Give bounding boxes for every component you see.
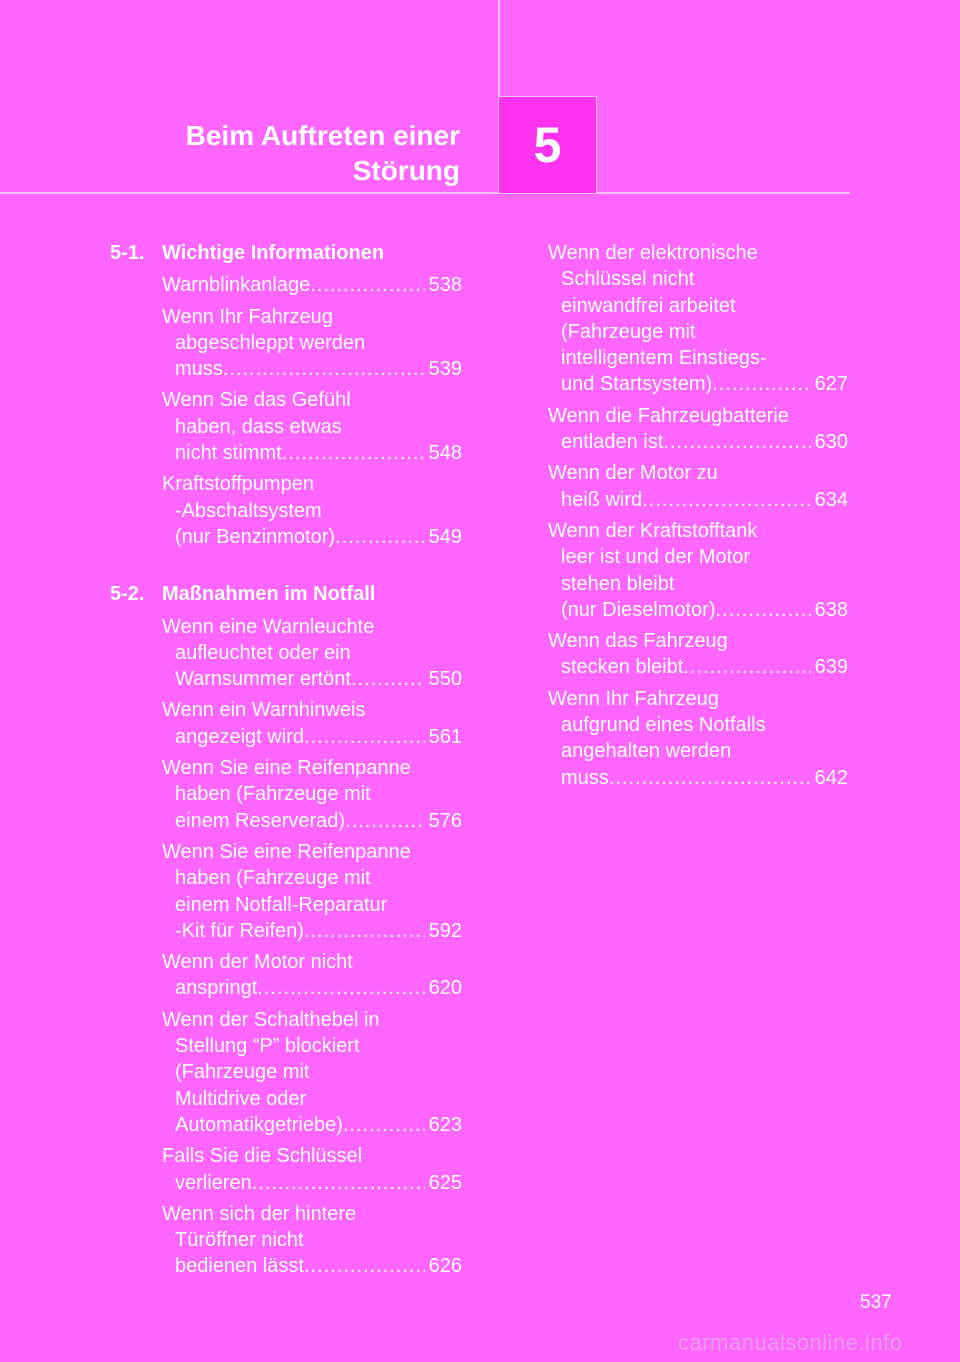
toc-entry-text: Wenn der Motor zu [548,462,718,485]
toc-entry-text: Wenn das Fahrzeug [548,630,728,653]
dot-leader [609,765,811,791]
toc-page-number: 549 [428,525,462,548]
toc-entry-text: Warnblinkanlage [162,274,311,297]
toc-entry[interactable] [162,949,462,1002]
dot-leader [683,654,810,680]
section-title: Wichtige Informationen [162,242,385,264]
toc-entry-text: Wenn der Kraftstofftank [548,519,758,542]
toc-entry-text: Wenn Sie eine Reifenpanne [162,840,411,863]
toc-entry-last-line [548,765,848,791]
toc-entry-text: entladen ist [561,431,664,454]
toc-entry-text: Stellung “P” blockiert [175,1035,360,1058]
watermark: carmanualsonline.info [678,1330,903,1355]
toc-entry-text: angezeigt wird [175,725,304,748]
toc-column-right [548,240,848,796]
toc-entry-text: (Fahrzeuge mit [561,320,696,343]
toc-entry[interactable] [162,387,462,466]
toc-entry[interactable] [548,403,848,456]
dot-leader [351,666,425,692]
toc-entry[interactable] [162,614,462,693]
chapter-title [186,118,460,188]
toc-page-number: 561 [428,725,462,748]
toc-entry-text: -Kit für Reifen) [175,919,304,942]
dot-leader [304,724,425,750]
toc-entry-last-line [162,1170,462,1196]
chapter-number-box [498,96,597,194]
toc-page-number: 626 [428,1255,462,1278]
dot-leader [304,918,425,944]
toc-entry-text: Wenn eine Warnleuchte [162,615,375,638]
toc-entry-last-line [162,1112,462,1138]
toc-column-left [110,240,462,1285]
toc-page-number: 627 [814,373,848,396]
toc-entry[interactable] [548,240,848,398]
toc-entry-text: Warnsummer ertönt [175,668,351,691]
section-number: 5-2. [110,583,145,606]
dot-leader [712,371,810,397]
toc-entry-text: aufleuchtet oder ein [175,641,351,664]
toc-entry-last-line [162,524,462,550]
toc-entry-text: haben (Fahrzeuge mit [175,867,371,890]
toc-entry-text: einem Notfall-Reparatur [175,893,388,916]
page-number: 537 [860,1292,892,1313]
toc-page-number: 623 [428,1113,462,1136]
toc-entry-text: stecken bleibt [561,656,684,679]
toc-page-number: 539 [428,358,462,381]
toc-page-number: 538 [428,274,462,297]
toc-page-number: 642 [814,766,848,789]
toc-entry-text: Wenn der elektronische [548,242,758,264]
toc-entry-text: nicht stimmt [175,442,282,465]
chapter-title-line1: Beim Auftreten einer [185,120,460,151]
section-heading [110,240,462,266]
toc-entry-text: haben, dass etwas [175,415,342,438]
dot-leader [642,487,810,513]
toc-entry[interactable] [162,1143,462,1196]
dot-leader [304,1253,425,1279]
toc-entry-text: -Abschaltsystem [175,499,322,522]
dot-leader [223,356,425,382]
toc-entry-last-line [162,666,462,692]
toc-entry-text: abgeschleppt werden [175,331,366,354]
toc-entry-text: leer ist und der Motor [561,546,750,569]
toc-entry-text: Wenn Sie eine Reifenpanne [162,757,411,780]
toc-page-number: 576 [428,809,462,832]
toc-page-number: 630 [814,431,848,454]
toc-entry[interactable] [162,755,462,834]
toc-entry-last-line [548,654,848,680]
section-number: 5-1. [110,242,145,264]
toc-entry-last-line [162,440,462,466]
toc-entry-text: intelligentem Einstiegs- [561,347,767,370]
toc-entry-last-line [162,975,462,1001]
toc-entry-text: muss [175,358,223,381]
toc-entry-last-line [162,272,462,298]
toc-entry-text: (Fahrzeuge mit [175,1061,310,1084]
toc-entry-text: einem Reserverad) [175,809,346,832]
toc-entry-last-line [548,487,848,513]
toc-page-number: 620 [428,977,462,1000]
toc-entry-last-line [548,597,848,623]
toc-entry[interactable] [162,471,462,550]
dot-leader [345,808,425,834]
toc-entry-text: angehalten werden [561,740,732,763]
chapter-number: 5 [533,117,562,173]
toc-entry-text: Wenn Ihr Fahrzeug [548,687,719,710]
toc-entry-text: Wenn die Fahrzeugbatterie [548,404,789,427]
toc-entry-text: verlieren [175,1171,252,1194]
toc-page-number: 548 [428,442,462,465]
dot-leader [282,440,425,466]
toc-entry-text: (nur Benzinmotor) [175,525,336,548]
toc-entry[interactable] [548,460,848,513]
toc-entry[interactable] [162,1007,462,1138]
toc-page-number: 639 [814,656,848,679]
toc-entry-last-line [162,356,462,382]
toc-entry-text: Wenn Ihr Fahrzeug [162,305,333,328]
toc-entry[interactable] [162,839,462,944]
toc-entry-text: haben (Fahrzeuge mit [175,783,371,806]
toc-entry-last-line [162,808,462,834]
toc-entry-text: (nur Dieselmotor) [561,598,716,621]
header-horizontal-rule [0,192,850,194]
dot-leader [715,597,810,623]
toc-entry-text: Wenn der Motor nicht [162,951,353,974]
toc-entry-last-line [162,1253,462,1279]
toc-entry-text: Wenn der Schalthebel in [162,1008,380,1031]
dot-leader [310,272,424,298]
toc-entry-text: Wenn ein Warnhinweis [162,699,366,722]
toc-entry-text: Wenn Sie das Gefühl [162,389,351,412]
toc-entry-text: Schlüssel nicht [561,268,695,291]
toc-entry[interactable] [162,697,462,750]
toc-page-number: 592 [428,919,462,942]
dot-leader [335,524,425,550]
toc-page-number: 550 [428,668,462,691]
section-heading [110,581,462,607]
toc-page-number: 625 [428,1171,462,1194]
toc-entry[interactable] [548,628,848,681]
toc-entry-text: Türöffner nicht [175,1229,304,1252]
toc-entry-text: Falls Sie die Schlüssel [162,1145,363,1168]
dot-leader [663,429,810,455]
toc-entry-text: anspringt [175,977,258,1000]
toc-entry-last-line [548,371,848,397]
toc-entry-last-line [548,429,848,455]
toc-entry-text: Kraftstoffpumpen [162,473,314,496]
toc-entry-text: und Startsystem) [561,373,713,396]
toc-entry-last-line [162,724,462,750]
toc-entry-text: heiß wird [561,488,643,511]
dot-leader [252,1170,425,1196]
dot-leader [343,1112,425,1138]
toc-entry[interactable] [162,304,462,383]
toc-entry[interactable] [162,272,462,298]
toc-entry[interactable] [162,1201,462,1280]
toc-entry-text: Automatikgetriebe) [175,1113,343,1136]
toc-page-number: 638 [814,598,848,621]
toc-entry[interactable] [548,518,848,623]
toc-entry-text: Multidrive oder [175,1087,307,1110]
dot-leader [257,975,424,1001]
toc-entry[interactable] [548,686,848,791]
section-title: Maßnahmen im Notfall [162,583,376,606]
toc-entry-last-line [162,918,462,944]
toc-entry-text: bedienen lässt [175,1255,304,1278]
toc-entry-text: Wenn sich der hintere [162,1202,357,1225]
toc-entry-text: stehen bleibt [561,572,675,595]
chapter-title-line2: Störung [352,155,460,186]
toc-entry-text: muss [561,766,609,789]
toc-entry-text: einwandfrei arbeitet [561,294,736,317]
toc-entry-text: aufgrund eines Notfalls [561,714,766,737]
toc-page-number: 634 [814,488,848,511]
